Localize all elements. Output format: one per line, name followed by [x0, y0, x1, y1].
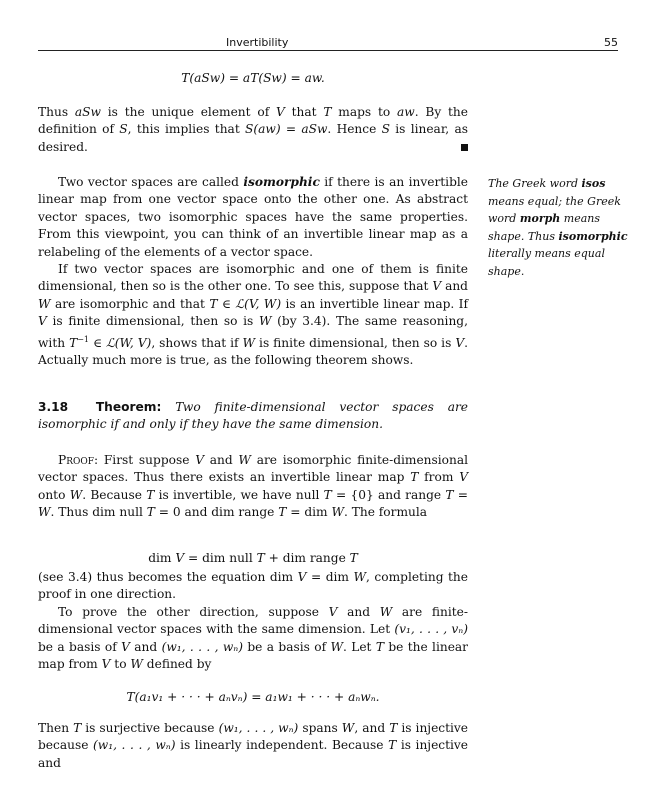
- paragraph-1: Thus aSw is the unique element of V that T maps to aw. By the definition of S, this implies that S(aw) = aSw. Hence S is linear, as desired.: [38, 105, 468, 154]
- chapter-title: Invertibility: [226, 36, 289, 49]
- paragraph-5: To prove the other direction, suppose V and W are finite-dimensional vector spaces with the same dimension. Let (v₁, . . . , vₙ) be a basis of V and (w₁, . . . , wₙ) be a basis of W. Let T be the linear map from V to W defined by: [38, 604, 469, 672]
- paragraph-3: If two vector spaces are isomorphic and one of them is finite dimensional, then so is the other one. To see this, suppose that V and W are isomorphic and that T ∈ ℒ(V, W) is an invertible linear map. If V is finite dimensional, then so is W (by 3.4). The same reasoning, with $T^{-1}$ ∈ ℒ(W, V), shows that if W is finite dimensional, then so is V. Actually much more is true, as the following theorem shows.: [38, 262, 468, 368]
- theorem-number: 3.18: [38, 400, 69, 414]
- equation-3: T(a₁v₁ + · · · + aₙvₙ) = a₁w₁ + · · · + aₙwₙ.: [126, 690, 380, 704]
- equation-1: T(aSw) = aT(Sw) = aw.: [181, 71, 325, 85]
- equation-2: dim V = dim null T + dim range T: [148, 551, 358, 566]
- theorem-3-18: [38, 399, 468, 434]
- paragraph-6: Then T is surjective because (w₁, . . . , wₙ) spans W, and T is injective because (w₁, . . . , wₙ) is linearly independent. Because T is injective and: [38, 721, 469, 770]
- paragraph-4: (see 3.4) thus becomes the equation dim V = dim W, completing the proof in one direction. To prove the other direction, suppose V and W are finite-dimensional vector spaces with the same dimension. Let (v₁, . . . , vₙ) be a basis of V and (w₁, . . . , wₙ) be a basis of W. Let T be the linear map from V to W defined by: [38, 569, 468, 673]
- proof-label: Proof:: [58, 453, 99, 467]
- paragraph-2: Two vector spaces are called isomorphic if there is an invertible linear map from one vector space onto the other one. As abstract vector spaces, two isomorphic spaces have the same properties. From this viewpoint, you can think of an invertible linear map as a relabeling of the elements of a vector space. If two vector spaces are isomorphic and one of them is finite dimensional, then so is the other one. To see this, suppose that V and W are isomorphic and that T ∈ ℒ(V, W) is an invertible linear map. If V is finite dimensional, then so is W (by 3.4). The same reasoning, with $T^{-1}$ ∈ ℒ(W, V), shows that if W is finite dimensional, then so is V. Actually much more is true, as the following theorem shows.: [38, 174, 468, 370]
- theorem-label: Theorem:: [95, 400, 162, 414]
- page-number: 55: [604, 36, 618, 49]
- margin-note: The Greek word isos means equal; the Greek word morph means shape. Thus isomorphic literally means equal shape.: [488, 177, 628, 278]
- running-header: [38, 34, 618, 51]
- qed-square-icon: [461, 144, 468, 151]
- proof-paragraph: Proof: First suppose V and W are isomorphic finite-dimensional vector spaces. Thus there exists an invertible linear map T from V onto W. Because T is invertible, we have null T = {0} and range T = W. Thus dim null T = 0 and dim range T = dim W. The formula: [38, 453, 469, 520]
- theorem-statement: Two finite-dimensional vector spaces are isomorphic if and only if they have the same dimension.: [38, 400, 469, 432]
